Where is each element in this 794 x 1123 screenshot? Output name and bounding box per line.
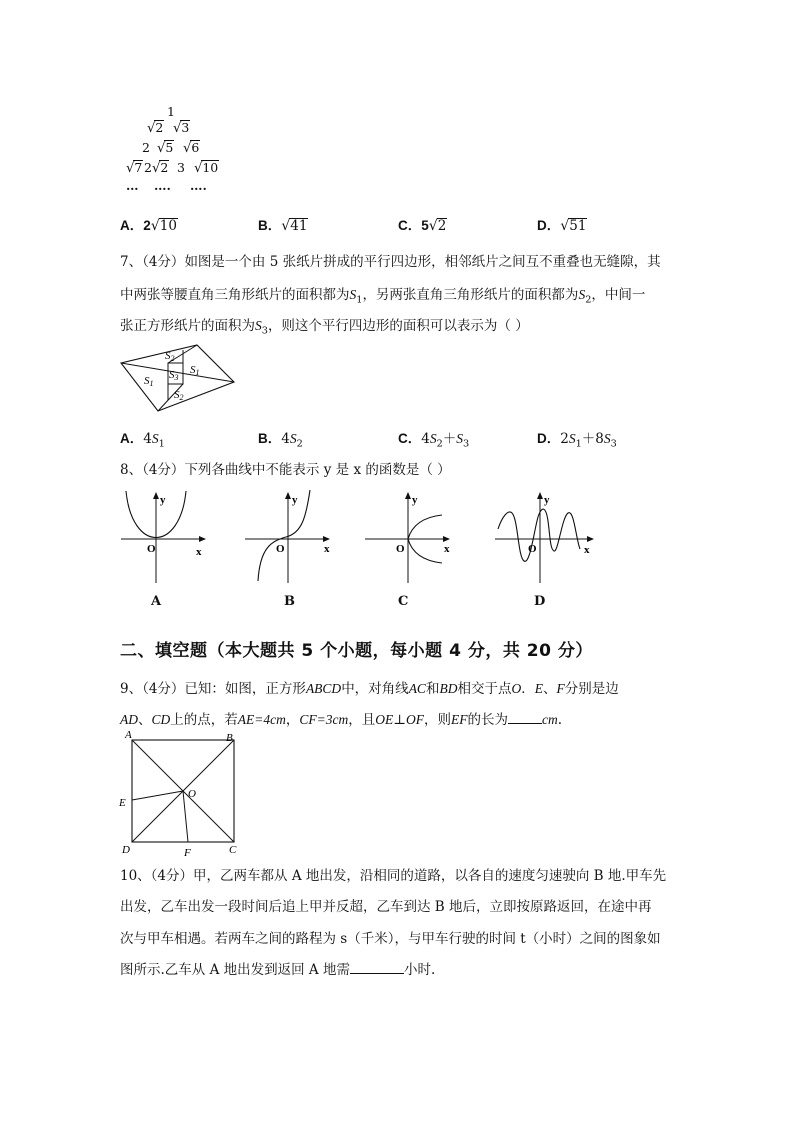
q7-option-b[interactable]: B．$4S_2$	[258, 431, 303, 450]
q6-option-b[interactable]: B．√41	[258, 218, 308, 234]
q6-option-a[interactable]: A．2√10	[120, 218, 177, 234]
x-arrow	[443, 536, 450, 542]
q8-graph-b[interactable]	[242, 487, 334, 585]
fig-label-s2-top: S2	[165, 350, 175, 363]
q8-label-d: D	[534, 594, 546, 609]
y-label: y	[292, 494, 298, 506]
q8-label-b: B	[284, 594, 295, 609]
q9-line-1: 9、（4分）已知：如图，正方形ABCD中，对角线AC和BD相交于点O．E、F分别是边	[120, 681, 619, 697]
number-triangle	[120, 104, 240, 196]
x-arrow	[587, 536, 594, 542]
origin-label: O	[528, 543, 537, 555]
y-label: y	[544, 494, 550, 506]
cubic-curve	[258, 490, 310, 581]
q10-line-2: 出发，乙车出发一段时间后追上甲并反超，乙车到达 B 地后，立即按原路返回，在途中再	[120, 899, 652, 915]
q7-line-2: 中两张等腰直角三角形纸片的面积都为$S_1$，另两张直角三角形纸片的面积都为$S_2$，中间一	[120, 287, 646, 306]
fig-label-s1-right: S1	[190, 364, 200, 377]
fig-label-s2-bottom: S2	[174, 389, 184, 402]
q7-option-d[interactable]: D．$2S_1+8S_3$	[537, 431, 617, 450]
q8-graph-a[interactable]	[118, 487, 210, 585]
fig-label-s1-left: S1	[144, 375, 154, 388]
triangle-sqrt10: √10	[194, 160, 219, 176]
y-label: y	[412, 494, 418, 506]
fig-label-s3: S3	[169, 369, 179, 382]
x-arrow	[323, 536, 330, 542]
q10-line-1: 10、（4分）甲，乙两车都从 A 地出发，沿相同的道路，以各自的速度匀速驶向 B 地.甲车先	[120, 868, 667, 884]
origin-label: O	[396, 543, 405, 555]
q7-option-a[interactable]: A．$4S_1$	[120, 431, 165, 450]
label-c: C	[229, 844, 237, 856]
q7-option-c[interactable]: C．$4S_2+S_3$	[398, 431, 470, 450]
label-b: B	[226, 732, 233, 744]
y-arrow	[153, 492, 159, 499]
triangle-sqrt3: √3	[173, 120, 190, 136]
q10-answer-blank[interactable]	[350, 973, 404, 974]
triangle-dots-2: ….	[154, 178, 171, 193]
label-o: O	[188, 788, 196, 800]
q8-graph-c[interactable]	[362, 487, 454, 585]
origin-label: O	[147, 543, 156, 555]
q8-label-a: A	[151, 594, 162, 609]
q7-line-1: 7、（4分）如图是一个由 5 张纸片拼成的平行四边形，相邻纸片之间互不重叠也无缝隙，其	[120, 254, 661, 270]
q8-question: 8、（4分）下列各曲线中不能表示 y 是 x 的函数是（ ）	[120, 462, 451, 478]
q10-line-3: 次与甲车相遇。若两车之间的路程为 s（千米），与甲车行驶的时间 t（小时）之间的图象如	[120, 931, 661, 947]
q9-line-2: AD、CD上的点，若AE=4cm，CF=3cm，且OE⊥OF，则EF的长为 cm.	[120, 712, 562, 728]
triangle-sqrt5: √5	[157, 140, 174, 156]
q9-answer-blank[interactable]	[508, 723, 542, 724]
triangle-sqrt6: √6	[183, 140, 200, 156]
x-label: x	[584, 544, 590, 556]
x-label: x	[196, 546, 202, 558]
q10-line-4: 图所示.乙车从 A 地出发到返回 A 地需 小时.	[120, 962, 436, 978]
triangle-2: 2	[142, 140, 150, 155]
triangle-3: 3	[177, 160, 185, 175]
q9-square-figure	[116, 728, 246, 858]
x-label: x	[324, 543, 330, 555]
label-f: F	[184, 847, 191, 858]
triangle-dots-1: …	[126, 178, 139, 193]
y-label: y	[160, 494, 166, 506]
q6-option-d[interactable]: D．√51	[537, 218, 587, 234]
triangle-sqrt7: √7	[126, 160, 143, 176]
triangle-dots-3: ….	[190, 178, 207, 193]
triangle-2sqrt2: 2√2	[144, 160, 169, 176]
section-2-heading: 二、填空题（本大题共 5 个小题，每小题 4 分，共 20 分）	[120, 641, 593, 661]
label-a: A	[125, 729, 132, 741]
x-label: x	[444, 543, 450, 555]
wave-curve	[498, 509, 580, 561]
q8-label-c: C	[398, 594, 409, 609]
q8-graph-d[interactable]	[492, 487, 602, 585]
label-d: D	[122, 844, 130, 856]
x-arrow	[199, 536, 206, 542]
y-arrow	[285, 492, 291, 499]
label-e: E	[119, 797, 126, 809]
origin-label: O	[276, 543, 285, 555]
q7-line-3: 张正方形纸片的面积为$S_3$，则这个平行四边形的面积可以表示为（ ）	[120, 318, 529, 337]
y-arrow	[537, 492, 543, 499]
q7-parallelogram-figure	[118, 340, 240, 416]
triangle-sqrt2: √2	[147, 120, 164, 136]
y-arrow	[405, 492, 411, 499]
triangle-1: 1	[167, 104, 175, 119]
q6-option-c[interactable]: C．5√2	[398, 218, 447, 234]
